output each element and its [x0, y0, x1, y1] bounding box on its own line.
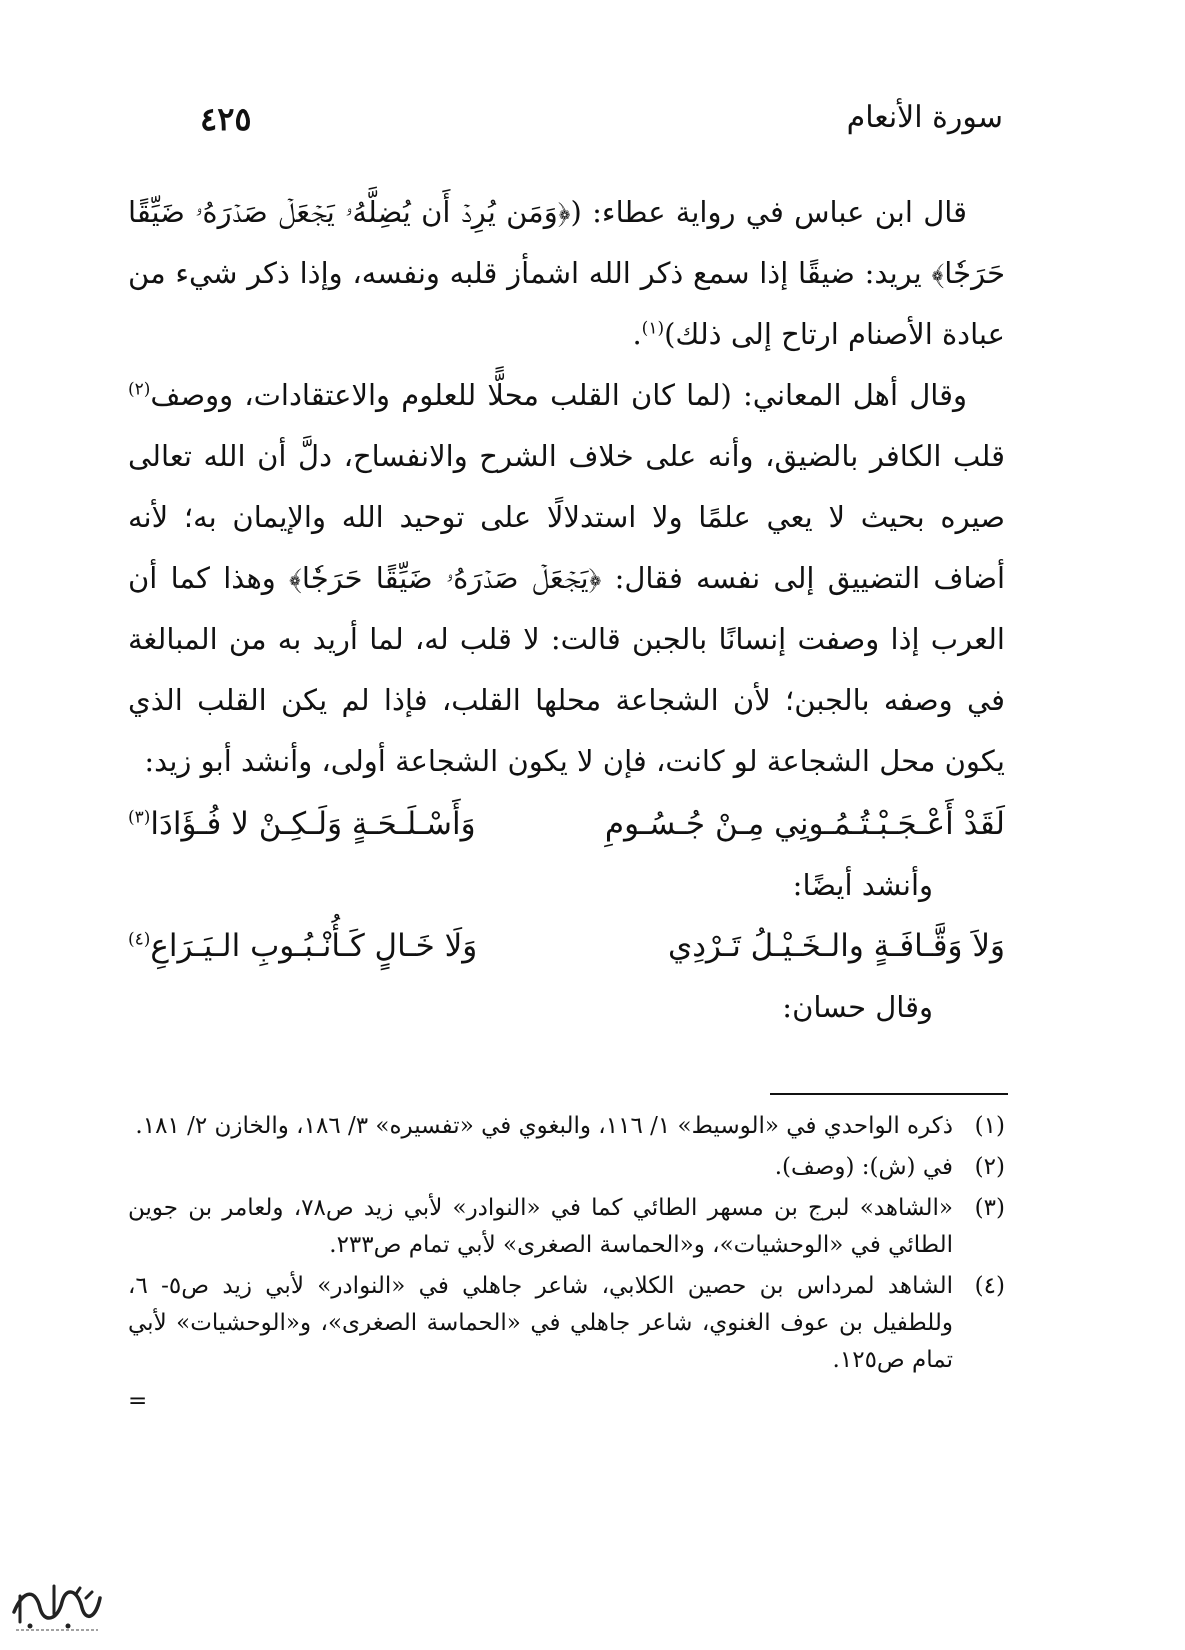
paragraph-2-text-a: وقال أهل المعاني: (لما كان القلب محلًّا للعلوم والاعتقادات، ووصف — [150, 378, 967, 412]
footnote-1 — [128, 1108, 1005, 1145]
verse-1 — [128, 792, 1005, 856]
paragraph-1-end: . — [632, 317, 642, 351]
page-number: ٤٢٥ — [200, 100, 252, 138]
line-anshad: وأنشد أيضًا: — [792, 868, 933, 902]
paragraph-1-text: قال ابن عباس في رواية عطاء: (﴿وَمَن يُرِدۡ أَن يُضِلَّهُۥ يَجۡعَلۡ صَدۡرَهُۥ ضَيِّقًا حَرَجٗا﴾ يريد: ضيقًا إذا سمع ذكر الله اشمأز قلبه ونفسه، وإذا ذكر شيء من عبادة الأصنام ارتاح إلى ذلك) — [128, 195, 1005, 351]
footnote-ref-1: (١) — [641, 318, 665, 339]
footnote-ref-3: (٣) — [128, 807, 151, 828]
footnote-text: ذكره الواحدي في «الوسيط» ١/ ١١٦، والبغوي في «تفسيره» ٣/ ١٨٦، والخازن ٢/ ١٨١. — [135, 1113, 953, 1139]
footnote-continuation-mark: = — [128, 1388, 148, 1414]
verse-1-second-text: وَأَسْـلَـحَـةٍ وَلَـكِـنْ لا فُـؤَادَا — [150, 806, 476, 842]
footnote-number: (٤) — [974, 1273, 1005, 1299]
footnote-text: في (ش): (وصف). — [774, 1154, 953, 1180]
paragraph-2 — [128, 365, 1005, 792]
verse-2-second-hemistich — [128, 914, 477, 978]
publisher-logo — [6, 1568, 106, 1638]
footnote-number: (٢) — [974, 1154, 1005, 1180]
running-title: سورة الأنعام — [846, 100, 1003, 135]
verse-1-second-hemistich — [128, 792, 476, 856]
footnotes — [128, 1108, 1005, 1420]
footnote-2 — [128, 1149, 1005, 1186]
footnote-ref-4: (٤) — [128, 929, 151, 950]
verse-2 — [128, 914, 1005, 978]
footnote-text: الشاهد لمرداس بن حصين الكلابي، شاعر جاهلي في «النوادر» لأبي زيد ص٥- ٦، وللطفيل بن عوف الغنوي، شاعر جاهلي في «الحماسة الصغرى»، و«الوحشيات» لأبي تمام ص١٢٥. — [128, 1273, 953, 1373]
page-header — [200, 100, 1003, 140]
footnote-number: (١) — [974, 1113, 1005, 1139]
footnote-4 — [128, 1268, 1005, 1379]
footnote-number: (٣) — [974, 1195, 1005, 1221]
footnote-text: «الشاهد» لبرج بن مسهر الطائي كما في «النوادر» لأبي زيد ص٧٨، ولعامر بن جوين الطائي في «الوحشيات»، و«الحماسة الصغرى» لأبي تمام ص٢٣٣. — [128, 1195, 953, 1258]
footnote-ref-2: (٢) — [128, 379, 151, 400]
line-hassan: وقال حسان: — [782, 990, 933, 1024]
footnote-separator — [770, 1093, 1008, 1095]
main-text — [128, 182, 1005, 1036]
paragraph-1 — [128, 182, 1005, 365]
verse-2-second-text: وَلَا خَـالٍ كَـأُنْـبُـوبِ الـيَـرَاعِ — [150, 928, 478, 964]
verse-2-first-hemistich: وَلاَ وَقَّـافَـةٍ والـخَـيْـلُ تَـرْدِي — [667, 928, 1005, 964]
verse-1-first-hemistich: لَقَدْ أَعْـجَـبْـتُـمُـونِي مِـنْ جُـسُـومِ — [604, 806, 1005, 842]
paragraph-2-text-b: قلب الكافر بالضيق، وأنه على خلاف الشرح والانفساح، دلَّ أن الله تعالى صيره بحيث لا يعي علمًا ولا استدلالًا على توحيد الله والإيمان به؛ لأنه أضاف التضييق إلى نفسه فقال: ﴿يَجۡعَلۡ صَدۡرَهُۥ ضَيِّقًا حَرَجٗا﴾ وهذا كما أن العرب إذا وصفت إنسانًا بالجبن قالت: لا قلب له، لما أريد به من المبالغة في وصفه بالجبن؛ لأن الشجاعة محلها القلب، فإذا لم يكن القلب الذي يكون محل الشجاعة لو كانت، فإن لا يكون الشجاعة أولى، وأنشد أبو زيد: — [128, 439, 1005, 778]
footnote-3 — [128, 1190, 1005, 1264]
